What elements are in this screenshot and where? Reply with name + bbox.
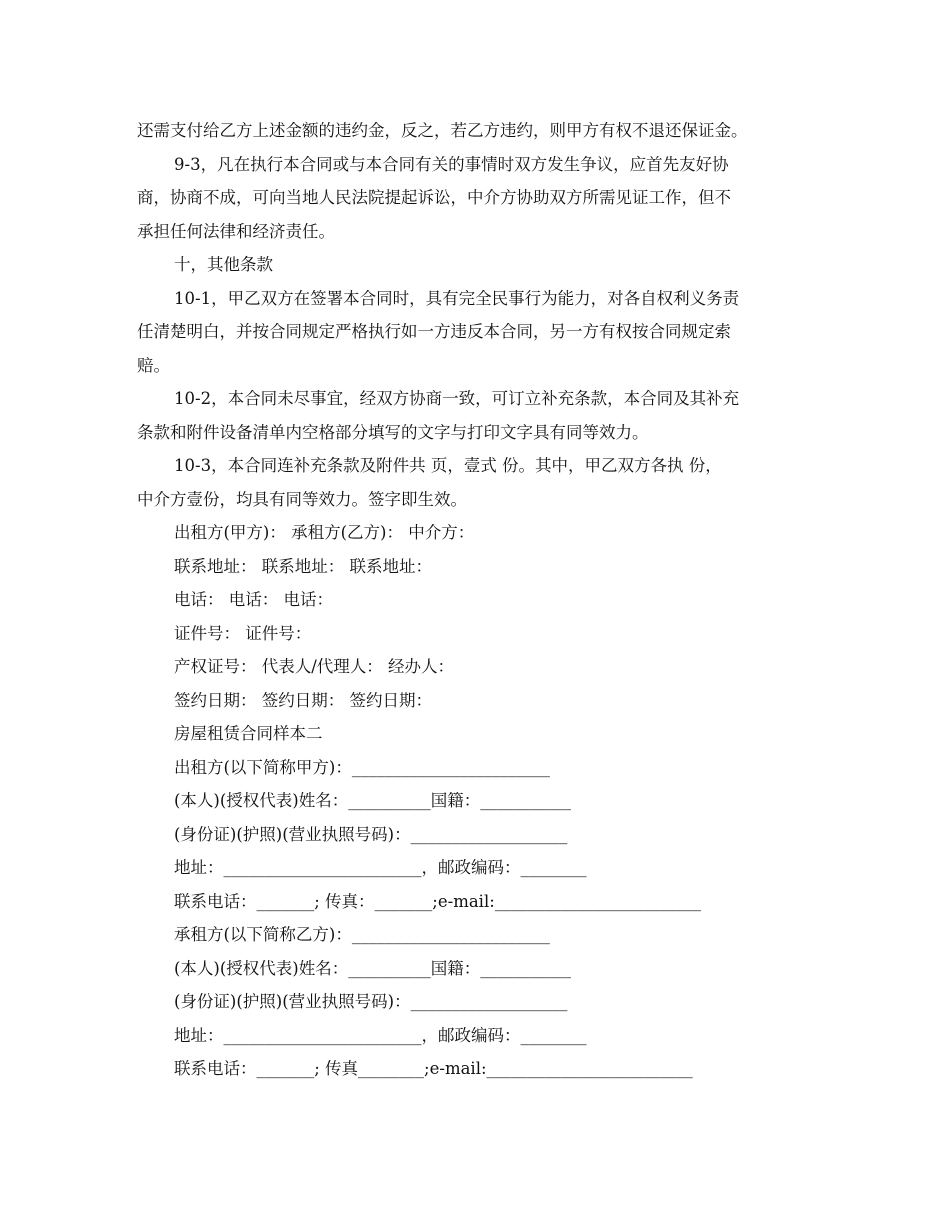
form-field-line: (身份证)(护照)(营业执照号码)：___________________ [174, 992, 568, 1011]
signature-field-line: 证件号： 证件号： [174, 623, 312, 643]
signature-field-line: 签约日期： 签约日期： 签约日期： [174, 690, 432, 710]
text-line: 中介方壹份，均具有同等效力。签字即生效。 [137, 489, 467, 509]
section-heading: 房屋租赁合同样本二 [174, 724, 323, 743]
text-line: 任清楚明白，并按合同规定严格执行如一方违反本合同，另一方有权按合同规定索 [137, 322, 731, 341]
text-line: 10-2，本合同未尽事宜，经双方协商一致，可订立补充条款，本合同及其补充 [174, 389, 740, 408]
section-heading: 十，其他条款 [174, 255, 273, 274]
text-line: 条款和附件设备清单内空格部分填写的文字与打印文字具有同等效力。 [137, 422, 649, 442]
text-line: 商，协商不成，可向当地人民法院提起诉讼，中介方协助双方所需见证工作，但不 [137, 188, 731, 207]
text-line: 10-3，本合同连补充条款及附件共 页，壹式 份。其中，甲乙双方各执 份， [174, 456, 722, 475]
text-line: 10-1，甲乙双方在签署本合同时，具有完全民事行为能力，对各自权利义务责 [174, 288, 740, 308]
form-field-line: 联系电话：_______; 传真：_______;e-mail:_________________________ [174, 891, 702, 911]
signature-field-line: 产权证号： 代表人/代理人： 经办人： [174, 657, 455, 676]
form-field-line: (本人)(授权代表)姓名：__________国籍：___________ [174, 791, 571, 810]
form-field-line: 联系电话：_______; 传真________;e-mail:_________________________ [174, 1059, 693, 1078]
text-line: 9-3，凡在执行本合同或与本合同有关的事情时双方发生争议，应首先友好协 [174, 154, 729, 174]
signature-field-line: 电话： 电话： 电话： [174, 590, 333, 609]
form-field-line: (身份证)(护照)(营业执照号码)：___________________ [174, 824, 568, 844]
signature-field-line: 联系地址： 联系地址： 联系地址： [174, 556, 432, 576]
text-line: 承担任何法律和经济责任。 [137, 221, 335, 241]
form-field-line: 承租方(以下简称乙方)：________________________ [174, 925, 550, 944]
form-field-line: 出租方(以下简称甲方)：________________________ [174, 757, 550, 777]
form-field-line: 地址：________________________，邮政编码：________ [174, 858, 587, 877]
form-field-line: (本人)(授权代表)姓名：__________国籍：___________ [174, 958, 571, 978]
text-line: 赔。 [137, 355, 170, 375]
text-line: 还需支付给乙方上述金额的违约金，反之，若乙方违约，则甲方有权不退还保证金。 [137, 121, 748, 140]
signature-field-line: 出租方(甲方)： 承租方(乙方)： 中介方： [174, 523, 475, 542]
form-field-line: 地址：________________________，邮政编码：________ [174, 1025, 587, 1045]
document-body [137, 114, 827, 1086]
